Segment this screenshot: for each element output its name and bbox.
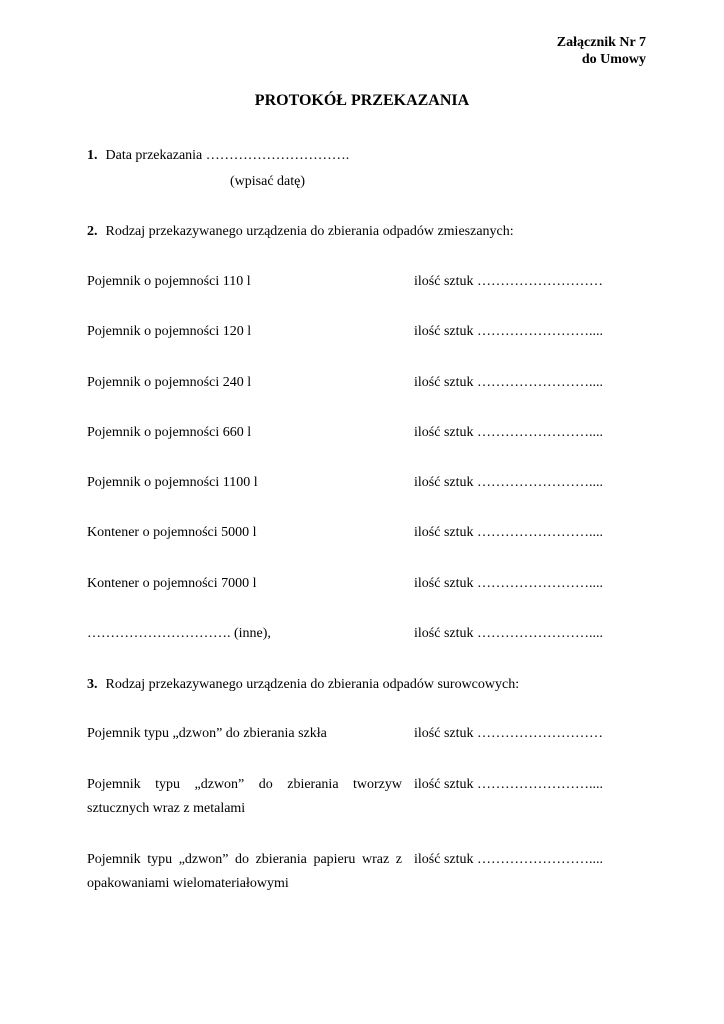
attachment-note (557, 34, 646, 68)
quantity-field: ilość sztuk …………………….... (414, 375, 603, 390)
container-label: Kontener o pojemności 5000 l (87, 525, 257, 540)
quantity-field: ilość sztuk …………………….... (414, 852, 603, 867)
quantity-field: ilość sztuk …………………….... (414, 525, 603, 540)
section-2-heading (87, 224, 514, 240)
quantity-field: ilość sztuk …………………….... (414, 626, 603, 641)
quantity-field: ilość sztuk …………………….... (414, 777, 603, 792)
attachment-line-2: do Umowy (581, 52, 646, 67)
attachment-line-1: Załącznik Nr 7 (556, 35, 646, 50)
section-1-heading (87, 148, 349, 164)
quantity-field: ilość sztuk …………………….... (414, 425, 603, 440)
quantity-field: ilość sztuk …………………….... (414, 576, 603, 591)
document-title: PROTOKÓŁ PRZEKAZANIA (254, 92, 470, 109)
quantity-field: ilość sztuk ……………………… (414, 274, 603, 289)
container-label: Pojemnik typu „dzwon” do zbierania papieru wraz z opakowaniami wielomateriałowymi (87, 852, 402, 891)
section-2-number: 2. (87, 224, 98, 239)
section-3-label: Rodzaj przekazywanego urządzenia do zbierania odpadów surowcowych: (105, 677, 520, 692)
section-3-number: 3. (87, 677, 98, 692)
section-3-heading (87, 677, 519, 693)
container-label: Pojemnik o pojemności 110 l (87, 274, 251, 289)
section-1-number: 1. (87, 148, 98, 163)
transfer-date-field: Data przekazania …………………………. (105, 148, 350, 163)
container-label: Kontener o pojemności 7000 l (87, 576, 257, 591)
container-label: Pojemnik o pojemności 1100 l (87, 475, 258, 490)
container-label: Pojemnik o pojemności 660 l (87, 425, 252, 440)
quantity-field: ilość sztuk …………………….... (414, 475, 603, 490)
date-hint: (wpisać datę) (230, 174, 306, 189)
section-2-label: Rodzaj przekazywanego urządzenia do zbierania odpadów zmieszanych: (105, 224, 514, 239)
container-label: Pojemnik o pojemności 240 l (87, 375, 252, 390)
container-label: Pojemnik typu „dzwon” do zbierania szkła (87, 726, 327, 741)
container-label: …………………………. (inne), (87, 626, 271, 641)
quantity-field: ilość sztuk …………………….... (414, 324, 603, 339)
quantity-field: ilość sztuk ……………………… (414, 726, 603, 741)
container-label: Pojemnik o pojemności 120 l (87, 324, 252, 339)
container-label: Pojemnik typu „dzwon” do zbierania tworzyw sztucznych wraz z metalami (87, 777, 402, 816)
